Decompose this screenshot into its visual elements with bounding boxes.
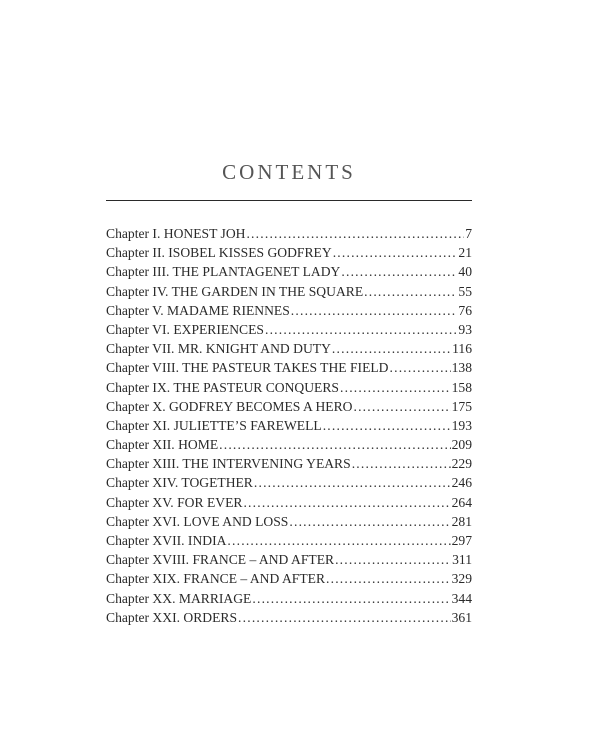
toc-page-number: 246 bbox=[451, 475, 472, 491]
title-divider bbox=[106, 200, 472, 201]
toc-page-number: 55 bbox=[458, 283, 472, 299]
toc-dot-leader bbox=[333, 243, 458, 262]
toc-entry[interactable] bbox=[106, 282, 472, 301]
toc-entry[interactable] bbox=[106, 435, 472, 454]
toc-dot-leader bbox=[340, 378, 451, 397]
toc-entry[interactable] bbox=[106, 224, 472, 243]
toc-entry[interactable] bbox=[106, 589, 472, 608]
toc-entry[interactable] bbox=[106, 531, 472, 550]
toc-entry-title: Chapter XIX. FRANCE – AND AFTER bbox=[106, 571, 326, 587]
toc-entry[interactable] bbox=[106, 454, 472, 473]
toc-page-number: 93 bbox=[458, 321, 472, 337]
toc-entry-title: Chapter XVI. LOVE AND LOSS bbox=[106, 513, 289, 529]
toc-dot-leader bbox=[332, 339, 451, 358]
toc-dot-leader bbox=[252, 589, 450, 608]
toc-entry[interactable] bbox=[106, 339, 472, 358]
toc-page-number: 344 bbox=[451, 590, 472, 606]
toc-entry-title: Chapter VIII. THE PASTEUR TAKES THE FIELD bbox=[106, 360, 389, 376]
toc-entry-title: Chapter V. MADAME RIENNES bbox=[106, 302, 290, 318]
toc-dot-leader bbox=[227, 531, 450, 550]
toc-entry[interactable] bbox=[106, 493, 472, 512]
toc-page-number: 158 bbox=[451, 379, 472, 395]
toc-entry[interactable] bbox=[106, 262, 472, 281]
toc-page-number: 361 bbox=[451, 609, 472, 625]
toc-entry-title: Chapter XVII. INDIA bbox=[106, 533, 227, 548]
toc-entry[interactable] bbox=[106, 243, 472, 262]
toc-entry[interactable] bbox=[106, 512, 472, 531]
toc-entry-title: Chapter XX. MARRIAGE bbox=[106, 590, 252, 606]
toc-entry[interactable] bbox=[106, 301, 472, 320]
toc-dot-leader bbox=[390, 358, 451, 377]
toc-dot-leader bbox=[323, 416, 451, 435]
toc-page-number: 329 bbox=[451, 571, 472, 587]
toc-page-number: 281 bbox=[451, 513, 472, 529]
toc-page-number: 7 bbox=[465, 226, 472, 241]
toc-entry-title: Chapter VII. MR. KNIGHT AND DUTY bbox=[106, 341, 331, 357]
toc-dot-leader bbox=[243, 493, 450, 512]
toc-page-number: 311 bbox=[452, 552, 472, 568]
toc-dot-leader bbox=[254, 473, 451, 492]
toc-dot-leader bbox=[364, 282, 457, 301]
toc-entry[interactable] bbox=[106, 320, 472, 339]
toc-dot-leader bbox=[246, 224, 464, 243]
toc-dot-leader bbox=[265, 320, 457, 339]
toc-entry-title: Chapter XVIII. FRANCE – AND AFTER bbox=[106, 552, 335, 568]
toc-page-number: 209 bbox=[451, 437, 472, 453]
toc-dot-leader bbox=[289, 512, 450, 531]
toc-dot-leader bbox=[326, 569, 451, 588]
toc-dot-leader bbox=[219, 435, 450, 454]
toc-entry[interactable] bbox=[106, 397, 472, 416]
toc-entry-title: Chapter XII. HOME bbox=[106, 437, 219, 453]
toc-entry[interactable] bbox=[106, 608, 472, 627]
toc-dot-leader bbox=[238, 608, 451, 627]
toc-entry-title: Chapter X. GODFREY BECOMES A HERO bbox=[106, 398, 353, 414]
toc-page-number: 76 bbox=[458, 302, 472, 318]
toc-dot-leader bbox=[353, 397, 450, 416]
toc-page-number: 21 bbox=[458, 245, 472, 261]
toc-entry-title: Chapter II. ISOBEL KISSES GODFREY bbox=[106, 245, 332, 261]
toc-entry[interactable] bbox=[106, 550, 472, 569]
toc-entry-title: Chapter III. THE PLANTAGENET LADY bbox=[106, 264, 341, 280]
table-of-contents bbox=[106, 224, 472, 627]
toc-page-number: 138 bbox=[451, 360, 472, 376]
toc-dot-leader bbox=[341, 262, 457, 281]
toc-entry[interactable] bbox=[106, 416, 472, 435]
toc-entry-title: Chapter XV. FOR EVER bbox=[106, 494, 243, 510]
toc-entry-title: Chapter XXI. ORDERS bbox=[106, 609, 238, 625]
toc-entry-title: Chapter XI. JULIETTE’S FAREWELL bbox=[106, 417, 322, 433]
toc-entry-title: Chapter VI. EXPERIENCES bbox=[106, 321, 264, 337]
toc-entry-title: Chapter I. HONEST JOH bbox=[106, 226, 246, 241]
toc-entry-title: Chapter IX. THE PASTEUR CONQUERS bbox=[106, 379, 339, 395]
toc-page-number: 116 bbox=[452, 341, 472, 357]
toc-entry[interactable] bbox=[106, 358, 472, 377]
toc-page-number: 193 bbox=[451, 417, 472, 433]
toc-entry[interactable] bbox=[106, 473, 472, 492]
toc-entry[interactable] bbox=[106, 378, 472, 397]
toc-page-number: 40 bbox=[458, 264, 472, 280]
toc-dot-leader bbox=[352, 454, 451, 473]
toc-entry-title: Chapter IV. THE GARDEN IN THE SQUARE bbox=[106, 283, 364, 299]
page-title: CONTENTS bbox=[222, 160, 356, 184]
toc-entry[interactable] bbox=[106, 569, 472, 588]
toc-page-number: 175 bbox=[451, 398, 472, 414]
toc-dot-leader bbox=[291, 301, 458, 320]
toc-page-number: 297 bbox=[451, 533, 472, 548]
toc-entry-title: Chapter XIII. THE INTERVENING YEARS bbox=[106, 456, 351, 472]
toc-entry-title: Chapter XIV. TOGETHER bbox=[106, 475, 253, 491]
toc-page-number: 229 bbox=[451, 456, 472, 472]
toc-page-number: 264 bbox=[451, 494, 472, 510]
toc-dot-leader bbox=[335, 550, 451, 569]
